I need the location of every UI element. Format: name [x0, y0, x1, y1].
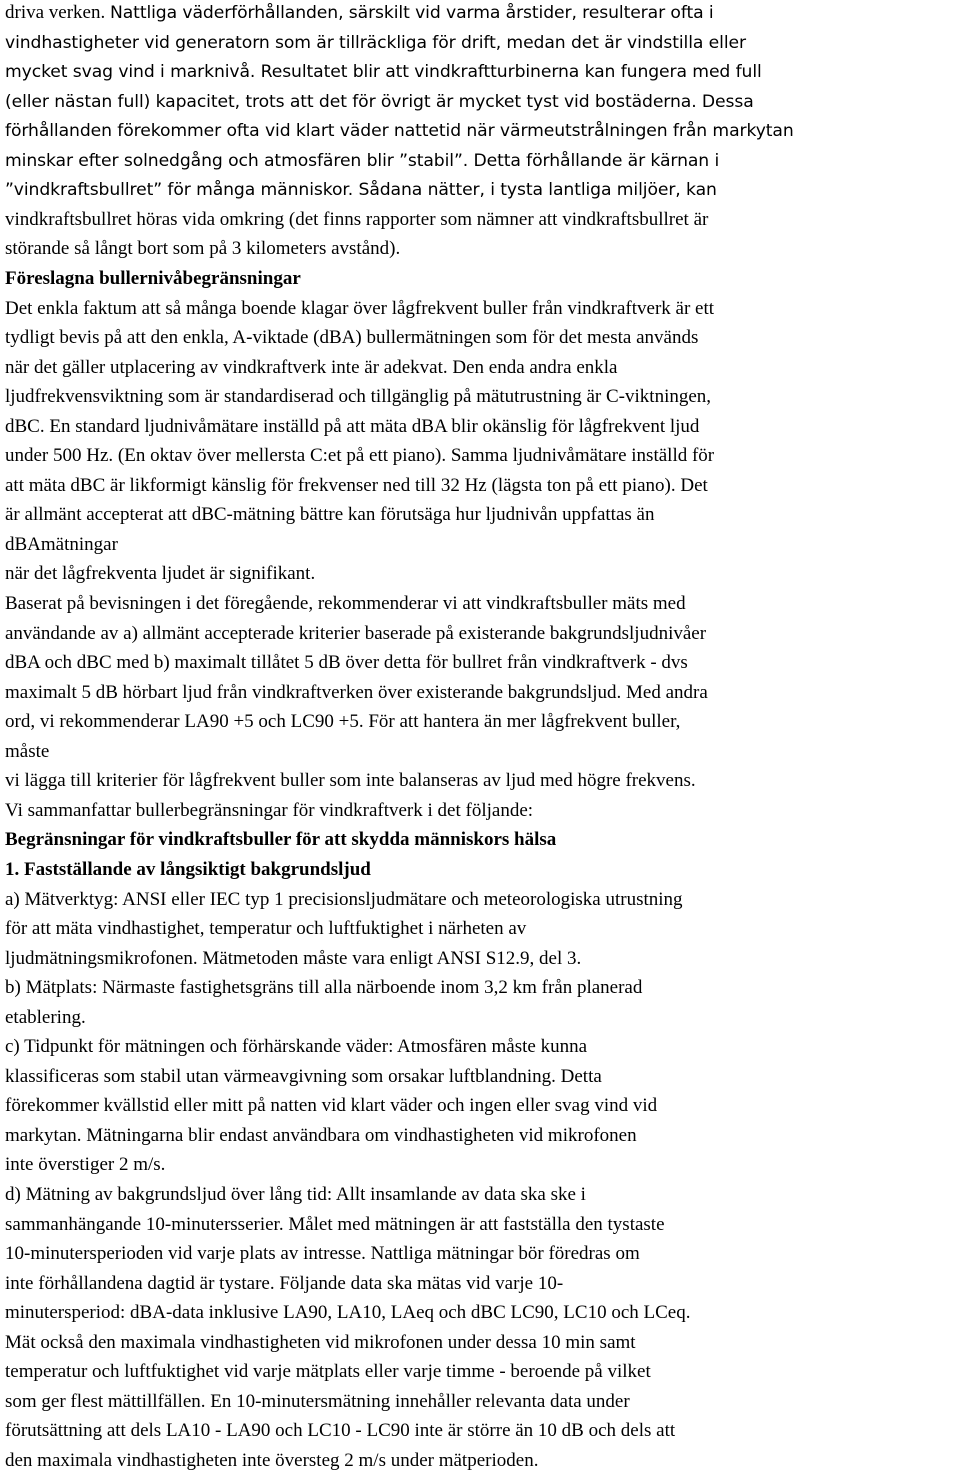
body-text: Nattliga väderförhållanden, särskilt vid varma årstider, resulterar ofta i	[109, 3, 714, 23]
text-line	[5, 1271, 563, 1297]
body-text: under 500 Hz. (En oktav över mellersta C:et på ett piano). Samma ljudnivåmätare inställd för	[5, 445, 715, 467]
text-line	[5, 1034, 587, 1060]
body-text: störande så långt bort som på 3 kilometers avstånd).	[5, 238, 401, 260]
body-text: etablering.	[5, 1006, 86, 1028]
text-line	[5, 709, 680, 735]
body-text: tydligt bevis på att den enkla, A-viktade (dBA) bullermätningen som för det mesta används	[5, 327, 699, 349]
text-line	[5, 89, 754, 115]
body-text: mycket svag vind i marknivå. Resultatet blir att vindkraftturbinerna kan fungera med full	[5, 62, 762, 83]
body-text: vi lägga till kriterier för lågfrekvent buller som inte balanseras av ljud med högre frekvens.	[5, 770, 696, 792]
text-line	[5, 236, 400, 262]
text-line	[5, 621, 706, 647]
heading-text: Föreslagna bullernivåbegränsningar	[5, 267, 301, 289]
body-text: Baserat på bevisningen i det föregående, rekommenderar vi att vindkraftsbuller mäts med	[5, 593, 686, 614]
text-line	[5, 148, 719, 174]
body-text: markytan. Mätningarna blir endast användbara om vindhastigheten vid mikrofonen	[5, 1124, 637, 1146]
body-text: ljudfrekvensviktning som är standardiserad och tillgänglig på mätutrustning är C-viktningen,	[5, 386, 712, 408]
text-line	[5, 650, 688, 676]
body-text: förhållanden förekommer ofta vid klart väder nattetid när värmeutstrålningen från markytan	[5, 121, 794, 142]
text-line	[5, 118, 794, 144]
body-text: när det lågfrekventa ljudet är signifikant.	[5, 563, 316, 585]
text-line	[5, 1005, 86, 1031]
text-line	[5, 266, 301, 292]
body-text: maximalt 5 dB hörbart ljud från vindkraftverken över existerande bakgrundsljud. Med andra	[5, 681, 708, 703]
text-line	[5, 887, 683, 913]
text-line	[5, 561, 315, 587]
text-line	[5, 355, 617, 381]
text-line	[5, 1212, 665, 1238]
text-line	[5, 1389, 630, 1415]
body-text: den maximala vindhastigheten inte översteg 2 m/s under mätperioden.	[5, 1449, 539, 1471]
text-line	[5, 502, 654, 528]
body-text: användande av a) allmänt accepterade kriterier baserade på existerande bakgrundsljudnivåer	[5, 622, 707, 644]
text-line	[5, 1093, 657, 1119]
text-line	[5, 916, 526, 942]
body-text: förutsättning att dels LA10 - LA90 och LC10 - LC90 inte är större än 10 dB och dels att	[5, 1420, 676, 1442]
body-text: förekommer kvällstid eller mitt på natten vid klart väder och ingen eller svag vind vid	[5, 1095, 658, 1117]
text-line	[5, 473, 708, 499]
body-text: vindhastigheter vid generatorn som är tillräckliga för drift, medan det är vindstilla eller	[5, 32, 746, 53]
text-line	[5, 946, 581, 972]
text-line	[5, 1330, 636, 1356]
body-text: Vi sammanfattar bullerbegränsningar för vindkraftverk i det följande:	[5, 799, 534, 821]
text-line	[5, 857, 371, 883]
text-line	[5, 768, 696, 794]
body-text: d) Mätning av bakgrundsljud över lång tid: Allt insamlande av data ska ske i	[5, 1184, 586, 1205]
text-line	[5, 59, 762, 85]
text-line	[5, 1448, 538, 1473]
text-line	[5, 798, 533, 824]
body-text: som ger flest mättillfällen. En 10-minutersmätning innehåller relevanta data under	[5, 1390, 630, 1412]
body-text: dBAmätningar	[5, 533, 118, 555]
text-line	[5, 296, 714, 322]
text-line	[5, 1064, 602, 1090]
text-line	[5, 532, 118, 558]
text-line	[5, 0, 714, 26]
text-line	[5, 975, 642, 1001]
body-text: måste	[5, 740, 50, 762]
body-text: Mät också den maximala vindhastigheten vid mikrofonen under dessa 10 min samt	[5, 1331, 636, 1353]
body-text: klassificeras som stabil utan värmeavgivning som orsakar luftblandning. Detta	[5, 1065, 602, 1087]
text-line	[5, 30, 746, 56]
body-text: b) Mätplats: Närmaste fastighetsgräns till alla närboende inom 3,2 km från planerad	[5, 977, 643, 999]
text-line	[5, 1359, 651, 1385]
heading-text: 1. Fastställande av långsiktigt bakgrundsljud	[5, 858, 371, 880]
body-text: ljudmätningsmikrofonen. Mätmetoden måste vara enligt ANSI S12.9, del 3.	[5, 947, 582, 969]
text-line	[5, 177, 717, 203]
text-line	[5, 680, 708, 706]
text-line	[5, 443, 714, 469]
body-text: när det gäller utplacering av vindkraftverk inte är adekvat. Den enda andra enkla	[5, 356, 618, 378]
text-line	[5, 414, 699, 440]
text-line	[5, 1123, 637, 1149]
body-text: sammanhängande 10-minutersserier. Målet med mätningen är att fastställa den tystaste	[5, 1213, 665, 1235]
body-text: minutersperiod: dBA-data inklusive LA90, LA10, LAeq och dBC LC90, LC10 och LCeq.	[5, 1302, 691, 1324]
body-text: minskar efter solnedgång och atmosfären blir ”stabil”. Detta förhållande är kärnan i	[5, 150, 720, 171]
body-text: a) Mätverktyg: ANSI eller IEC typ 1 precisionsljudmätare och meteorologiska utrustning	[5, 888, 683, 910]
body-text: att mäta dBC är likformigt känslig för frekvenser ned till 32 Hz (lägsta ton på ett piano). Det	[5, 474, 708, 496]
body-text: 10-minutersperioden vid varje plats av intresse. Nattliga mätningar bör föredras om	[5, 1243, 640, 1265]
body-text: ord, vi rekommenderar LA90 +5 och LC90 +5. För att hantera än mer lågfrekvent buller,	[5, 711, 681, 733]
body-text: är allmänt accepterat att dBC-mätning bättre kan förutsäga hur ljudnivån uppfattas än	[5, 504, 655, 526]
body-text: driva verken.	[5, 2, 110, 23]
body-text: inte förhållandena dagtid är tystare. Följande data ska mätas vid varje 10-	[5, 1272, 564, 1294]
heading-text: Begränsningar för vindkraftsbuller för att skydda människors hälsa	[5, 829, 557, 851]
body-text: (eller nästan full) kapacitet, trots att det för övrigt är mycket tyst vid bostäderna. Dessa	[5, 91, 754, 112]
body-text: Det enkla faktum att så många boende klagar över lågfrekvent buller från vindkraftverk är ett	[5, 297, 715, 319]
text-line	[5, 1152, 165, 1178]
body-text: temperatur och luftfuktighet vid varje mätplats eller varje timme - beroende på vilket	[5, 1361, 651, 1383]
text-line	[5, 325, 698, 351]
text-line	[5, 1182, 586, 1208]
body-text: dBC. En standard ljudnivåmätare inställd på att mäta dBA blir okänslig för lågfrekvent ljud	[5, 415, 700, 437]
body-text: ”vindkraftsbullret” för många människor. Sådana nätter, i tysta lantliga miljöer, kan	[5, 180, 717, 201]
text-line	[5, 207, 708, 233]
text-line	[5, 384, 711, 410]
text-line	[5, 591, 686, 617]
text-line	[5, 1418, 675, 1444]
body-text: för att mäta vindhastighet, temperatur och luftfuktighet i närheten av	[5, 918, 527, 940]
text-line	[5, 827, 556, 853]
text-line	[5, 1241, 640, 1267]
body-text: inte överstiger 2 m/s.	[5, 1154, 166, 1176]
body-text: dBA och dBC med b) maximalt tillåtet 5 dB över detta för bullret från vindkraftverk - dvs	[5, 652, 688, 674]
body-text: vindkraftsbullret höras vida omkring (det finns rapporter som nämner att vindkraftsbullret är	[5, 208, 709, 230]
text-line	[5, 1300, 690, 1326]
text-line	[5, 739, 49, 765]
body-text: c) Tidpunkt för mätningen och förhärskande väder: Atmosfären måste kunna	[5, 1036, 587, 1058]
